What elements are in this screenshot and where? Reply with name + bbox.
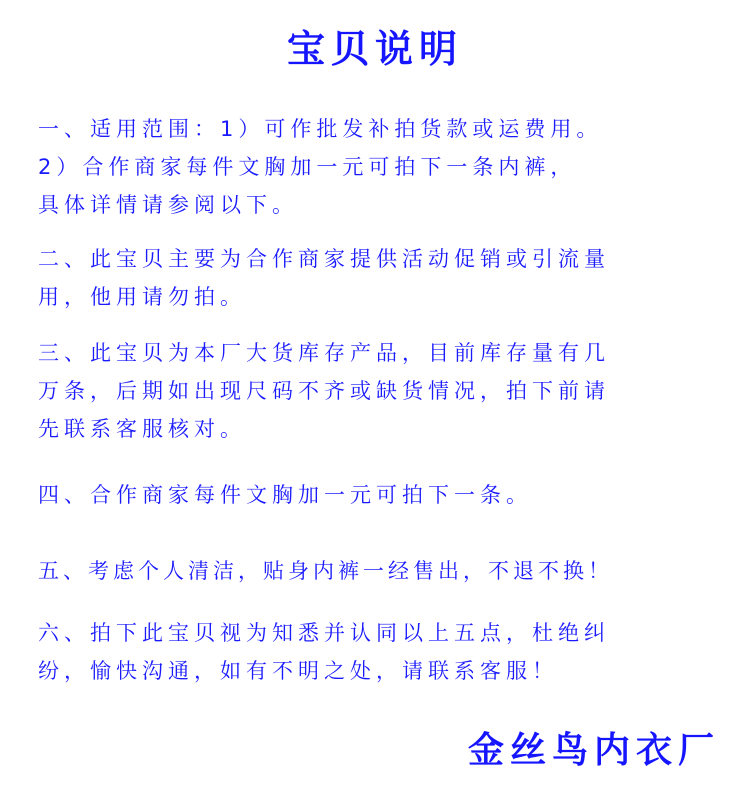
section-3-line-3: 先联系客服核对。 — [38, 417, 246, 441]
section-1 — [38, 110, 738, 224]
company-name: 金丝鸟内衣厂 — [467, 730, 720, 771]
section-2-line-2: 用，他用请勿拍。 — [38, 285, 246, 309]
section-1-line-3: 具体详情请参阅以下。 — [38, 193, 298, 217]
section-5 — [38, 552, 738, 590]
section-5-line-1: 五、考虑个人清洁，贴身内裤一经售出，不退不换！ — [38, 559, 613, 583]
page-title: 宝贝说明 — [286, 27, 463, 71]
section-6-line-1: 六、拍下此宝贝视为知悉并认同以上五点，杜绝纠 — [38, 621, 610, 645]
section-6-line-2: 纷，愉快沟通，如有不明之处，请联系客服！ — [38, 659, 558, 683]
section-2-line-1: 二、此宝贝主要为合作商家提供活动促销或引流量 — [38, 247, 610, 271]
section-4-line-1: 四、合作商家每件文胸加一元可拍下一条。 — [38, 483, 532, 507]
section-1-line-1: 一、适用范围：1）可作批发补拍货款或运费用。 — [38, 117, 603, 141]
section-3-line-2: 万条，后期如出现尺码不齐或缺货情况，拍下前请 — [38, 379, 610, 403]
section-3 — [38, 334, 738, 448]
section-2 — [38, 240, 738, 316]
section-6 — [38, 614, 738, 690]
section-1-line-2: 2）合作商家每件文胸加一元可拍下一条内裤， — [38, 155, 577, 179]
section-3-line-1: 三、此宝贝为本厂大货库存产品，目前库存量有几 — [38, 341, 610, 365]
section-4 — [38, 476, 738, 514]
